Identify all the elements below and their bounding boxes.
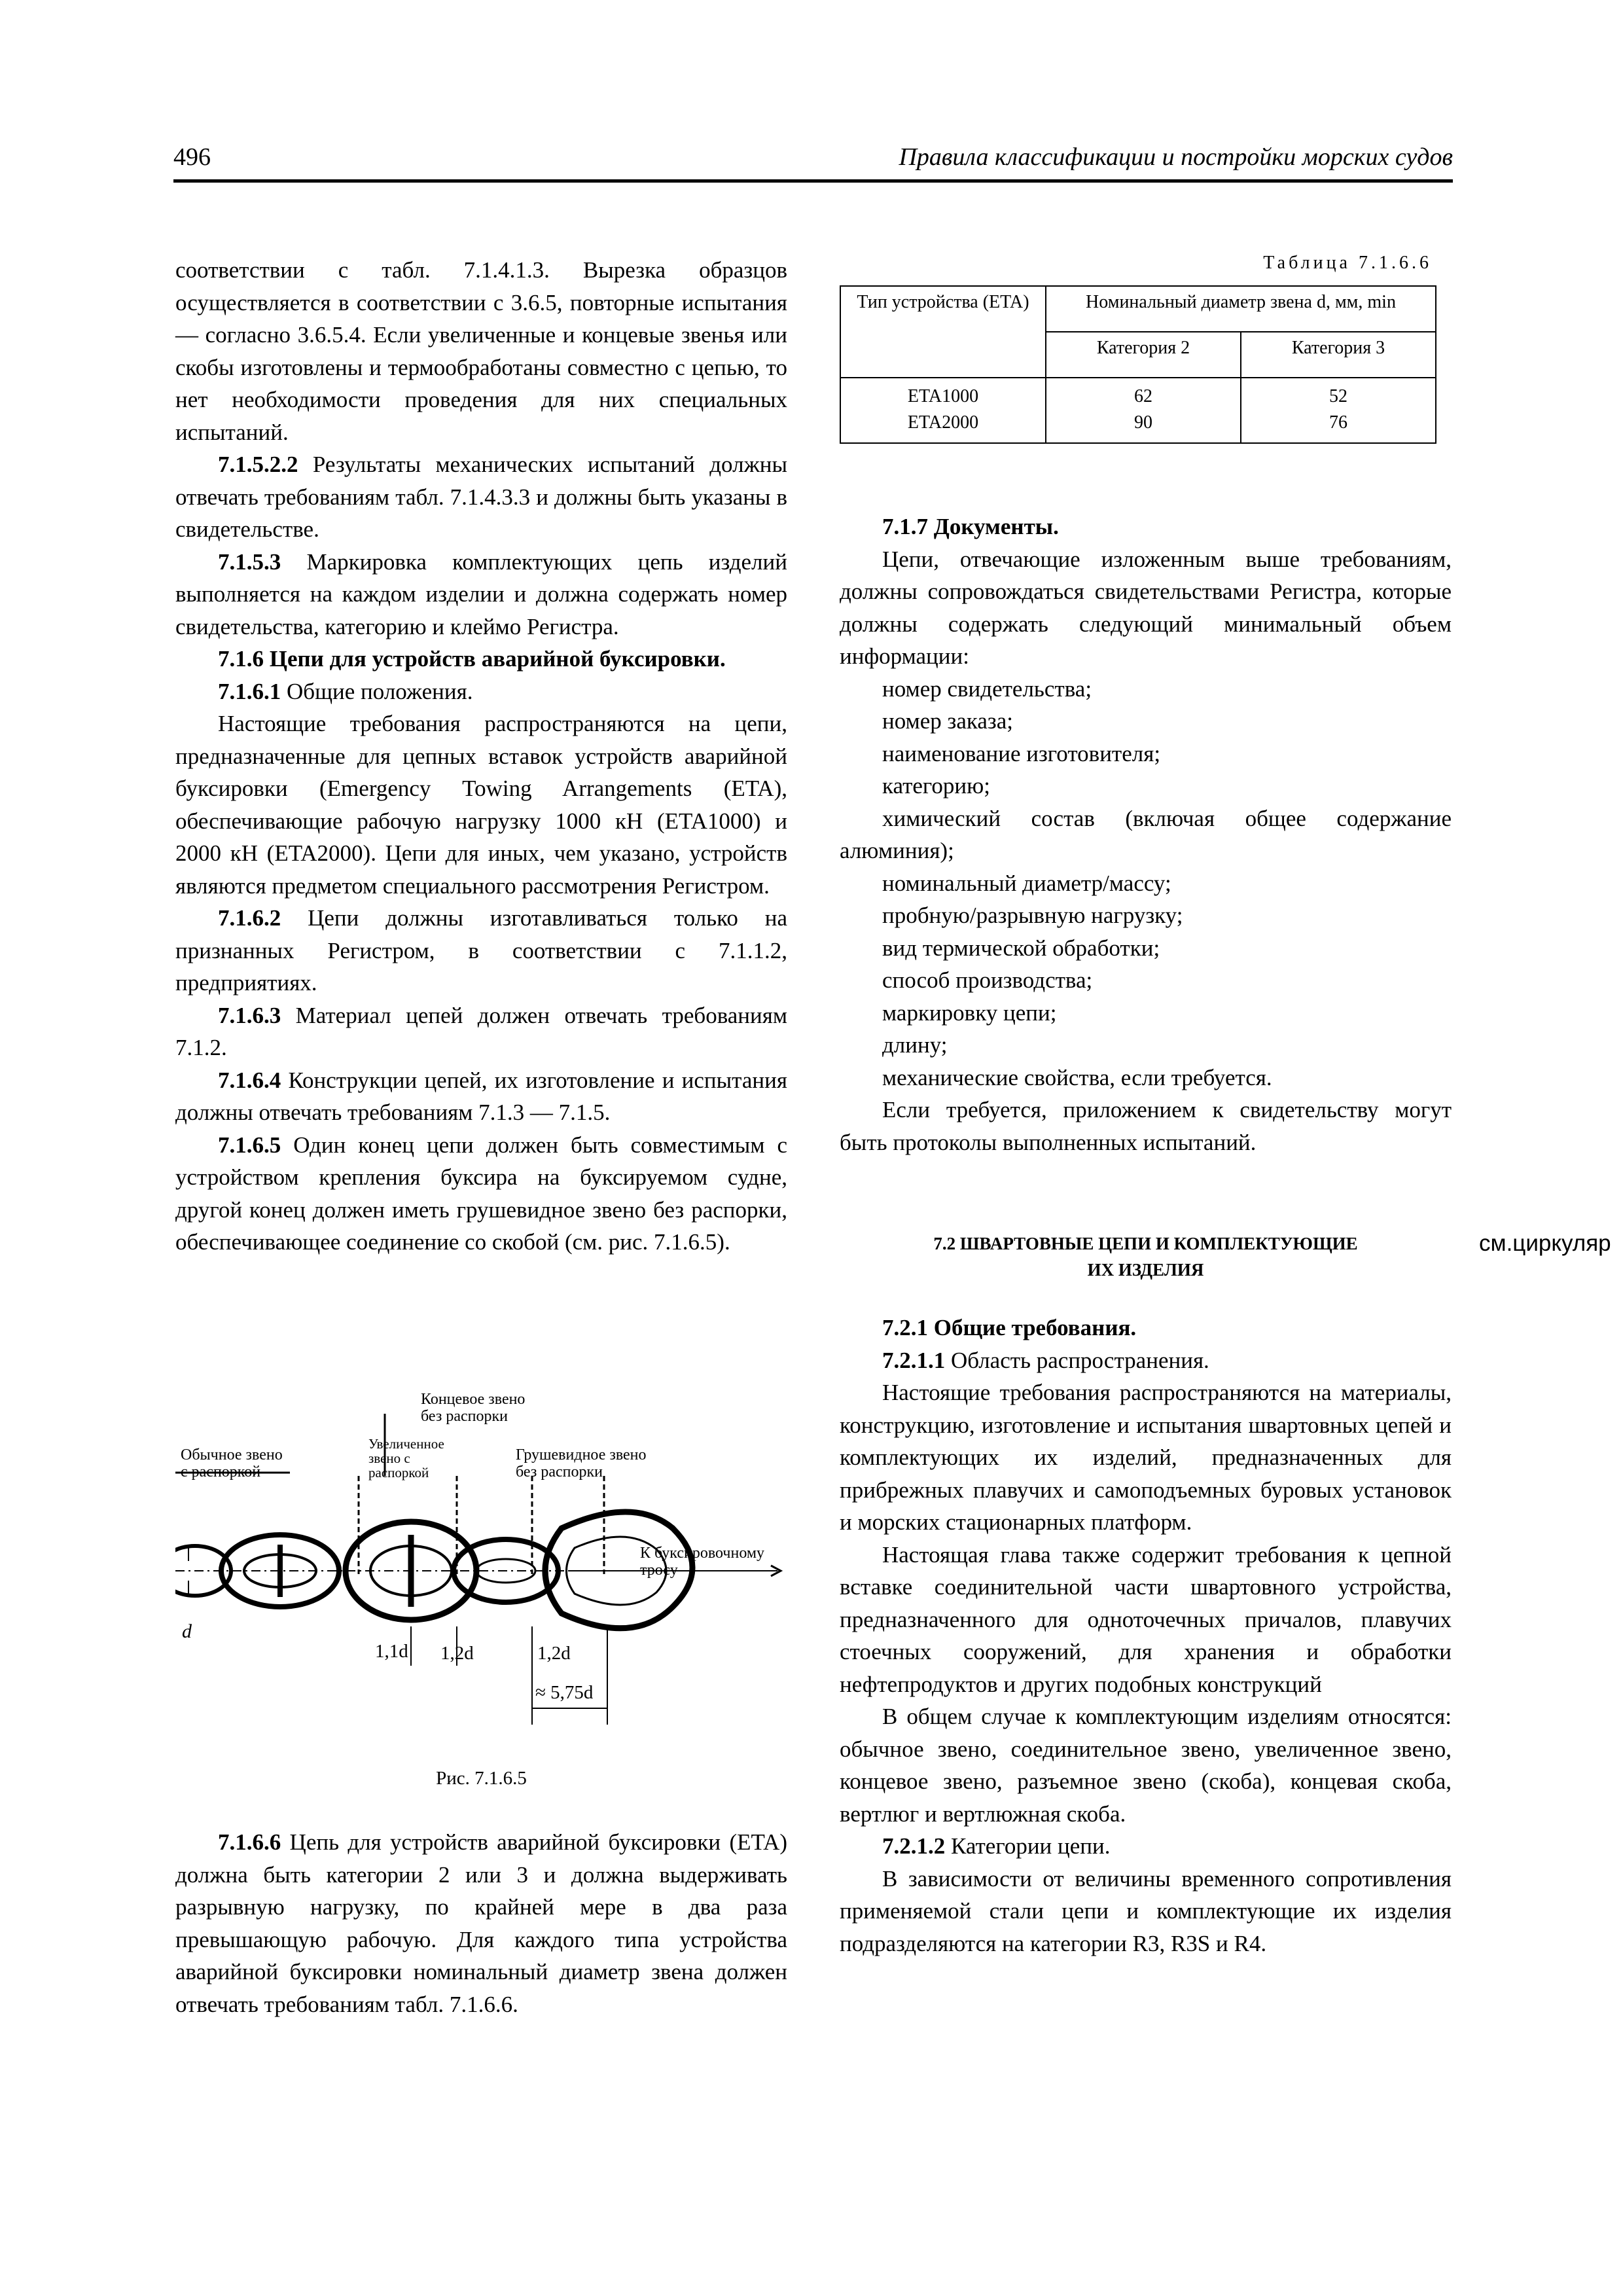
label-end-link	[421, 1391, 525, 1425]
section-heading: 7.1.7 Документы.	[882, 514, 1059, 539]
label-line: тросу	[640, 1562, 678, 1579]
dim-label-d: d	[182, 1621, 192, 1642]
paragraph-text: Цепь для устройств аварийной буксировки (ETA) должна быть категории 2 или 3 и должна выдерживать разрывную нагрузку, по крайней мере в два раза превышающую рабочую. Для каждого типа устройства аварийной буксировки номинальный диаметр звена должен отвечать требованиям табл. 7.1.6.6.	[175, 1829, 787, 2017]
paragraph: В зависимости от величины временного сопротивления применяемой стали цепи и комплектующие их изделия подразделяются на категории R3, R3S и R4.	[840, 1865, 1452, 1956]
clause-number: 7.1.5.2.2	[218, 452, 298, 477]
figure-7-1-6-5	[175, 1378, 787, 1789]
clause-number: 7.1.6.2	[218, 905, 281, 931]
list-item: способ производства;	[882, 967, 1093, 993]
paragraph: В общем случае к комплектующим изделиям относятся: обычное звено, соединительное звено, увеличенное звено, концевое звено, разъемное звено (скоба), концевая скоба, вертлюг и вертлюжная скоба.	[840, 1704, 1452, 1827]
clause-number: 7.2.1.2	[882, 1833, 946, 1859]
cell-value: 62	[1133, 386, 1152, 406]
left-column	[175, 254, 787, 1259]
list-item: пробную/разрывную нагрузку;	[882, 903, 1183, 928]
clause-number: 7.1.6.5	[218, 1132, 281, 1158]
label-line: Грушевидное звено	[516, 1446, 647, 1463]
paragraph-text: Конструкции цепей, их изготовление и испытания должны отвечать требованиям 7.1.3 — 7.1.5.	[175, 1067, 787, 1125]
clause-number: 7.2.1.1	[882, 1347, 946, 1373]
paragraph-text: Результаты механических испытаний должны отвечать требованиям табл. 7.1.4.3.3 и должны быть указаны в свидетельстве.	[175, 452, 787, 542]
label-line: с распоркой	[181, 1463, 261, 1480]
paragraph: Настоящие требования распространяются на цепи, предназначенные для цепных вставок устройств аварийной буксировки (Emergency Towing Arrangements (ETA), обеспечивающие рабочую нагрузку 1000 кН (ETA1000) и 2000 кН (ETA2000). Цепи для иных, чем указано, устройств являются предметом специального рассмотрения Регистром.	[175, 711, 787, 899]
label-line: Обычное звено	[181, 1446, 283, 1463]
label-line: распоркой	[368, 1465, 429, 1480]
paragraph: Настоящая глава также содержит требования к цепной вставке соединительной части швартовного устройства, предназначенного для одноточечных причалов, плавучих стоечных сооружений, для хранения и обработки нефтепродуктов и других подобных конструкций	[840, 1541, 1452, 1697]
paragraph	[175, 1129, 787, 1259]
table-cell	[1241, 378, 1436, 443]
table-header-cell: Тип устройства (ETA)	[840, 286, 1046, 378]
paragraph	[840, 1344, 1452, 1377]
label-line: без распорки	[421, 1408, 508, 1425]
list-item: категорию;	[882, 773, 991, 798]
running-title: Правила классификации и постройки морских судов	[899, 143, 1453, 171]
paragraph-text: Материал цепей должен отвечать требованиям 7.1.2.	[175, 1002, 787, 1060]
table-header-cell: Категория 3	[1241, 332, 1436, 378]
list-item: номинальный диаметр/массу;	[882, 870, 1171, 896]
table-header-row	[840, 286, 1436, 332]
paragraph: Настоящие требования распространяются на материалы, конструкцию, изготовление и испытания швартовных цепей и комплектующих их изделий, предназначенных для прибрежных плавучих и самоподъемных буровых установок и морских стационарных платформ.	[840, 1380, 1452, 1535]
paragraph	[840, 1830, 1452, 1863]
dim-label: 1,1d	[375, 1641, 408, 1662]
label-pear-link	[516, 1446, 647, 1480]
spacer	[840, 1283, 1452, 1312]
spacer	[840, 1158, 1452, 1230]
paragraph-text: Маркировка комплектующих цепь изделий выполняется на каждом изделии и должна содержать номер свидетельства, категорию и клеймо Регистра.	[175, 548, 787, 639]
dim-label: 1,2d	[440, 1643, 474, 1664]
label-line: звено с	[368, 1450, 410, 1466]
cell-value: ETA2000	[907, 412, 979, 433]
chapter-heading	[840, 1230, 1452, 1283]
table-7-1-6-6	[840, 285, 1436, 444]
dim-label: 1,2d	[537, 1643, 571, 1664]
paragraph	[175, 999, 787, 1064]
table-header-cell: Номинальный диаметр звена d, мм, min	[1046, 286, 1436, 332]
paragraph: Цепи, отвечающие изложенным выше требованиям, должны сопровождаться свидетельствами Регистра, которые должны содержать следующий минимальный объем информации:	[840, 546, 1452, 669]
paragraph-text: Общие положения.	[281, 678, 473, 704]
list-item: номер свидетельства;	[882, 675, 1092, 702]
list-item: вид термической обработки;	[882, 935, 1160, 961]
table-cell	[1046, 378, 1241, 443]
chapter-heading-line: ИХ ИЗДЕЛИЯ	[1087, 1260, 1204, 1280]
table-cell	[840, 378, 1046, 443]
clause-number: 7.1.6.1	[218, 678, 281, 704]
list-item: номер заказа;	[882, 708, 1013, 734]
label-line: Увеличенное	[368, 1436, 444, 1452]
paragraph-text: Категории цепи.	[945, 1833, 1111, 1859]
label-tow-rope	[640, 1545, 764, 1579]
table-caption: Таблица 7.1.6.6	[1263, 253, 1432, 273]
clause-number: 7.1.5.3	[218, 548, 281, 575]
cell-value: 52	[1329, 386, 1347, 406]
dim-label: ≈ 5,75d	[535, 1682, 594, 1703]
label-line: без распорки	[516, 1463, 603, 1480]
label-enlarged-link	[368, 1437, 444, 1480]
table-row	[840, 378, 1436, 443]
clause-number: 7.1.6.3	[218, 1002, 281, 1028]
left-column-continued	[175, 1826, 787, 2020]
label-line: К буксировочному	[640, 1545, 765, 1562]
paragraph	[175, 1064, 787, 1129]
page-header	[173, 143, 1453, 183]
section-heading: 7.1.6 Цепи для устройств аварийной буксировки.	[218, 646, 726, 672]
section-heading: 7.2.1 Общие требования.	[882, 1315, 1137, 1340]
label-line: Концевое звено	[421, 1391, 526, 1408]
cell-value: 76	[1329, 412, 1347, 433]
cell-value: ETA1000	[907, 386, 979, 406]
figure-caption: Рис. 7.1.6.5	[436, 1768, 527, 1789]
paragraph-text: Область распространения.	[945, 1347, 1209, 1373]
paragraph	[175, 1826, 787, 2020]
paragraph: соответствии с табл. 7.1.4.1.3. Вырезка образцов осуществляется в соответствии с 3.6.5, повторные испытания — согласно 3.6.5.4. Если увеличенные и концевые звенья или скобы изготовлены и термообработаны совместно с цепью, то нет необходимости проведения для них специальных испытаний.	[175, 257, 787, 445]
chapter-heading-line: 7.2 ШВАРТОВНЫЕ ЦЕПИ И КОМПЛЕКТУЮЩИЕ	[933, 1234, 1358, 1253]
table-header-cell: Категория 2	[1046, 332, 1241, 378]
list-item: длину;	[882, 1032, 948, 1058]
paragraph	[175, 675, 787, 708]
clause-number: 7.1.6.4	[218, 1067, 281, 1093]
list-item: химический состав (включая общее содержание алюминия);	[840, 805, 1452, 863]
paragraph-text: Один конец цепи должен быть совместимым с устройством крепления буксира на буксируемом судне, другой конец должен иметь грушевидное звено без распорки, обеспечивающее соединение со скобой (см. рис. 7.1.6.5).	[175, 1132, 787, 1255]
paragraph-text: Цепи должны изготавливаться только на признанных Регистром, в соответствии с 7.1.1.2, предприятиях.	[175, 905, 787, 996]
cell-value: 90	[1133, 412, 1152, 433]
list-item: механические свойства, если требуется.	[882, 1064, 1272, 1090]
paragraph	[175, 902, 787, 999]
list-item: наименование изготовителя;	[882, 740, 1161, 766]
label-common-link	[181, 1446, 283, 1480]
clause-number: 7.1.6.6	[218, 1829, 281, 1855]
paragraph: Если требуется, приложением к свидетельству могут быть протоколы выполненных испытаний.	[840, 1097, 1452, 1155]
list-item: маркировку цепи;	[882, 999, 1057, 1026]
right-column	[840, 511, 1452, 1960]
page-number: 496	[173, 143, 211, 171]
paragraph	[175, 546, 787, 643]
paragraph	[175, 448, 787, 546]
margin-note: см.циркуляр	[1479, 1230, 1611, 1256]
